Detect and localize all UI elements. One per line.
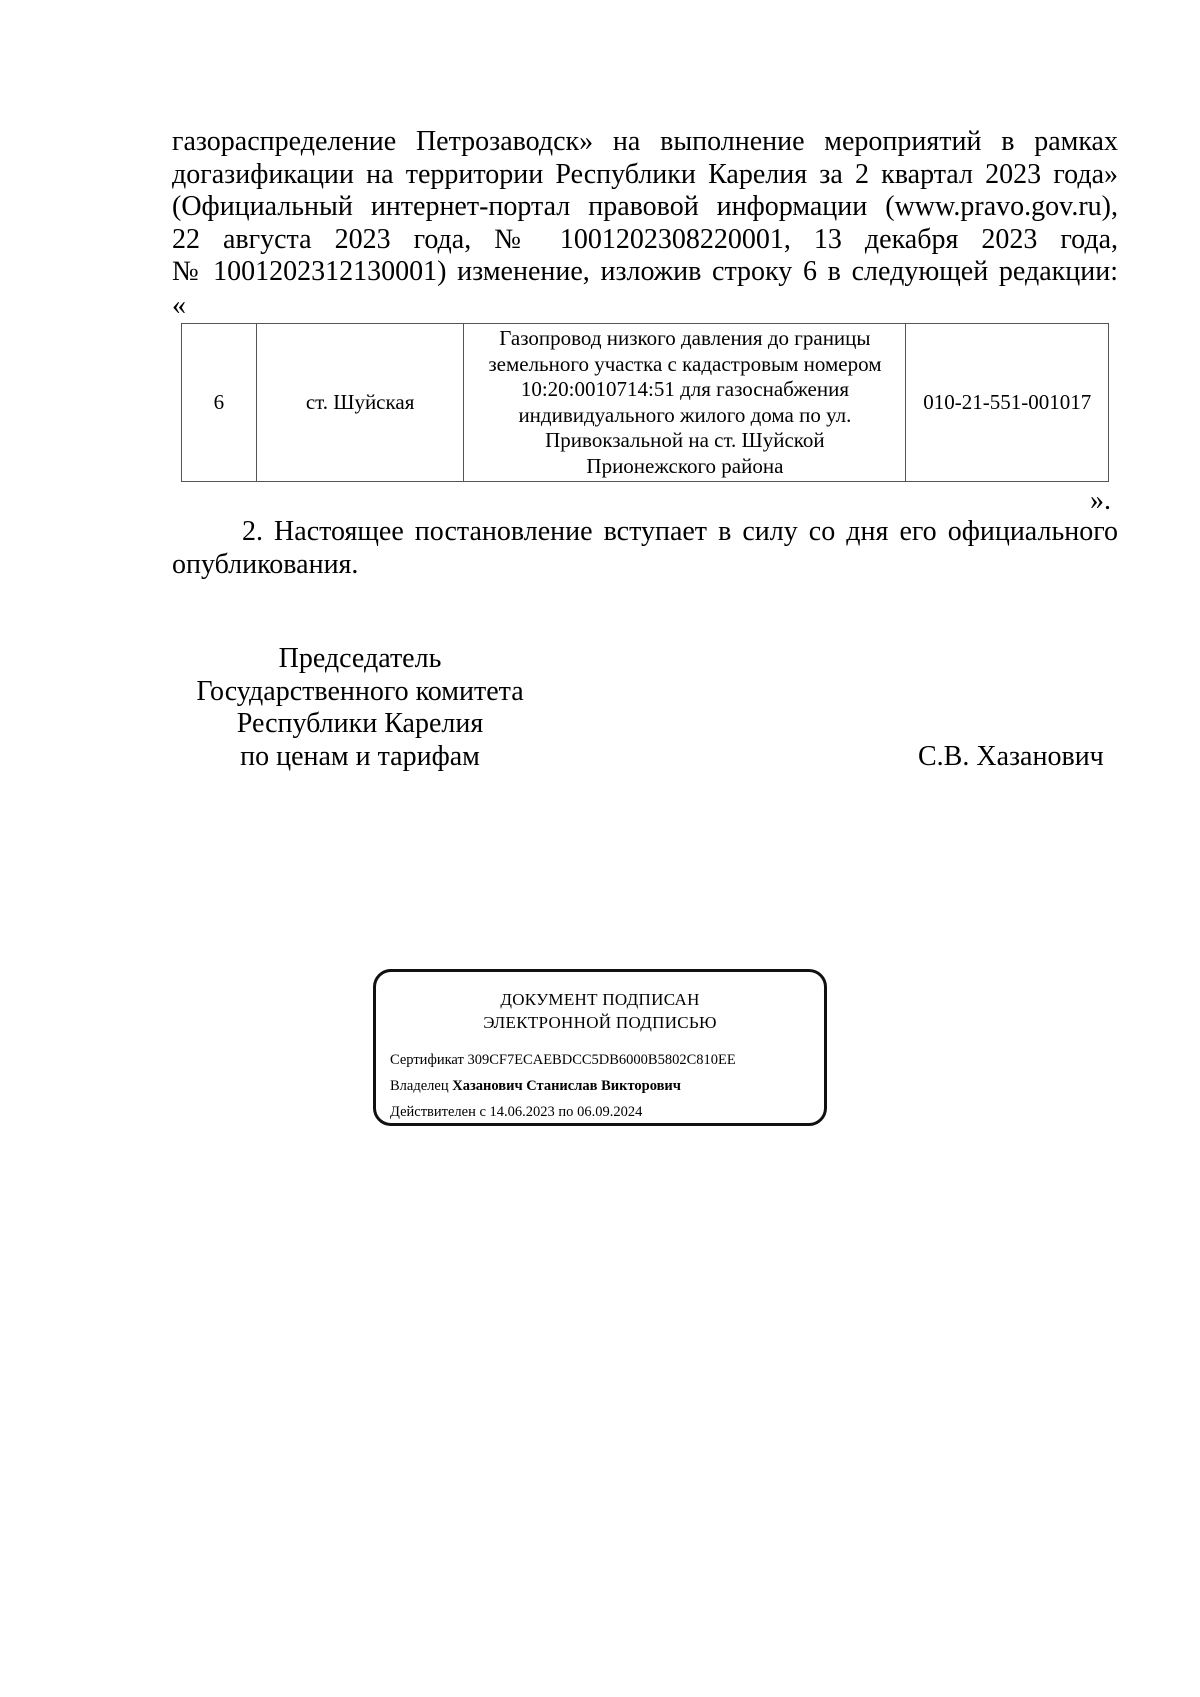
amendment-table [181,323,1109,482]
intro-line: (Официальный интернет-портал правовой информации (www.pravo.gov.ru), [172,191,1118,222]
description-line: Газопровод низкого давления до границы [499,326,871,350]
valid-from-date: 14.06.2023 [489,1104,555,1120]
position-line: Республики Карелия [236,708,484,739]
valid-label: Действителен [390,1104,476,1120]
valid-to-label: по [558,1104,574,1120]
description-line: 10:20:0010714:51 для газоснабжения [520,377,850,401]
description-line: Привокзальной на ст. Шуйской [545,428,825,452]
valid-to-date: 06.09.2024 [577,1104,643,1120]
table-cell-number: 6 [182,324,257,482]
owner-label: Владелец [390,1078,449,1094]
table-cell-station: ст. Шуйская [256,324,464,482]
close-quote: ». [1090,485,1111,516]
description-line: Прионежского района [586,453,784,478]
electronic-signature-stamp [373,969,827,1126]
intro-line: № 1001202312130001) изменение, изложив строку 6 в следующей редакции: [172,256,1118,287]
stamp-owner-line [390,1078,681,1095]
position-line: Председатель [278,643,442,674]
description-line: земельного участка с кадастровым номером [488,351,882,376]
certificate-value: 309CF7ECAEBDCC5DB6000B5802C810EE [467,1052,736,1068]
intro-line: газораспределение Петрозаводск» на выполнение мероприятий в рамках [172,126,1118,157]
description-line: индивидуального жилого дома по ул. [518,402,852,427]
paragraph-2-line: опубликования. [172,548,359,580]
stamp-header: ЭЛЕКТРОННОЙ ПОДПИСЬЮ [483,1013,717,1032]
open-quote: « [172,290,186,321]
paragraph-2-line: 2. Настоящее постановление вступает в силу со дня его официального [242,516,1118,547]
stamp-header: ДОКУМЕНТ ПОДПИСАН [500,990,700,1009]
table-row [182,324,1109,482]
table-cell-code: 010-21-551-001017 [906,324,1109,482]
valid-from-label: с [479,1104,486,1120]
stamp-validity-line [390,1104,642,1121]
position-line: по ценам и тарифам [240,740,480,772]
owner-value: Хазанович Станислав Викторович [452,1078,681,1094]
signatory-position [180,643,540,773]
signatory-name: С.В. Хазанович [918,741,1104,772]
position-line: Государственного комитета [196,675,524,707]
paragraph-2 [172,516,1118,581]
table-cell-description [464,324,906,482]
stamp-certificate-line [390,1052,736,1069]
certificate-label: Сертификат [390,1052,464,1068]
intro-line: 22 августа 2023 года, № 1001202308220001, 13 декабря 2023 года, [172,223,1118,255]
intro-paragraph [172,126,1118,289]
intro-line: догазификации на территории Республики Карелия за 2 квартал 2023 года» [172,158,1118,190]
